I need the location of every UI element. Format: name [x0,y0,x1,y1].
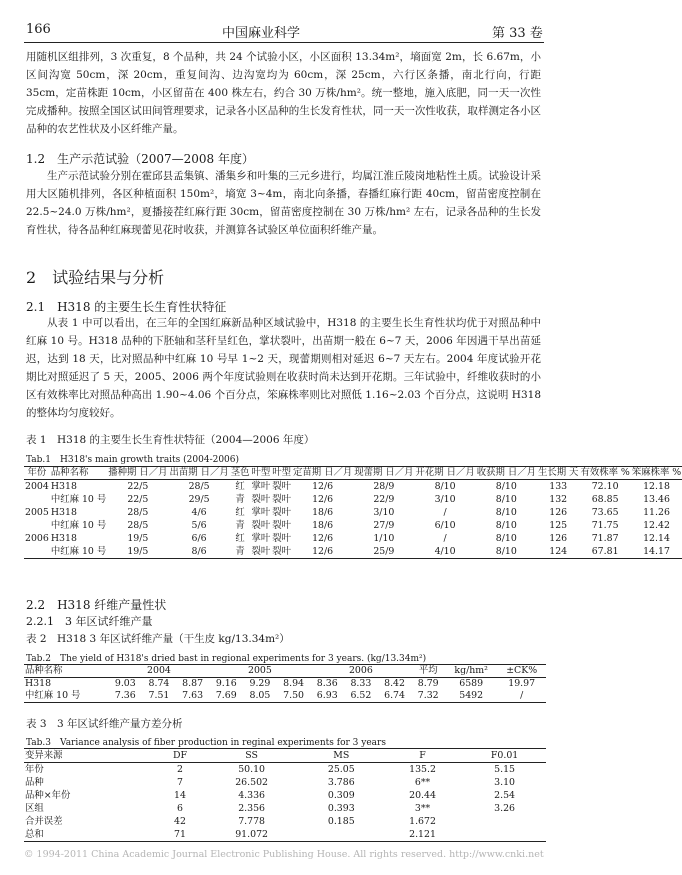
table3-caption-cn: 表 3 3 年区试纤维产量方差分析 [26,718,183,730]
table-cell: 71 [174,829,186,840]
table-cell: 12/6 [312,546,334,557]
table-cell: 8/10 [495,546,517,557]
table3-header: MS [333,750,350,761]
table1-header: 年份 [27,467,47,478]
table-cell: 红 [235,481,245,492]
table-row [24,506,682,519]
table-cell: 8.87 [182,678,204,689]
table-cell: 73.65 [591,507,619,518]
copyright-watermark: © 1994-2011 China Academic Journal Electronic Publishing House. All rights reserved. http://www.cnki.net [24,849,544,860]
table-cell: H318 [25,678,52,689]
table-cell: 6** [414,777,431,788]
table-cell: 0.393 [327,803,355,814]
table-cell: 青 [235,520,245,531]
table-row [24,763,546,777]
table-cell: 年份 [25,764,44,775]
table-cell: 9.29 [249,678,271,689]
table-cell: 2004 [25,481,49,492]
table1-caption-en: Tab.1 H318's main growth traits (2004-2006) [26,455,240,465]
table3-header: SS [245,750,258,761]
table-cell: 7.32 [417,690,439,701]
table-cell: 132 [549,494,568,505]
table1-header: 茎色 [230,467,250,478]
table1-header: 生长期 天 [537,467,579,478]
table2-caption-en: Tab.2 The yield of H318's dried bast in regional experiments for 3 years. (kg/13.34m²) [26,654,427,664]
table-cell: 中红麻 10 号 [50,494,107,505]
table-cell: 1.672 [409,816,436,827]
table-row [24,532,682,545]
table-cell: 掌叶 [251,481,271,492]
table-cell: 22/9 [373,494,395,505]
table-cell: 3** [414,803,431,814]
section-2-2-1-heading: 2.2.1 3 年区试纤维产量 [26,615,153,628]
table-cell: 4.336 [238,790,266,801]
table-cell: 5.15 [494,764,516,775]
table-cell: 区组 [25,803,44,814]
table-cell: 124 [549,546,568,557]
table-cell: H318 [50,533,77,544]
table3 [24,748,546,842]
table-cell: 品种 [25,777,44,788]
table-cell: 裂叶 [272,533,292,544]
table-cell: 裂叶 [251,546,271,557]
table2 [24,664,546,703]
table-cell: / [443,507,447,518]
table-cell: 9.16 [215,678,237,689]
table-cell: 3.10 [494,777,516,788]
table-row [24,802,546,815]
table-cell: 2.356 [238,803,266,814]
table-cell: 19/5 [127,546,149,557]
table-cell: 18/6 [312,507,334,518]
table-cell: 8/6 [191,546,207,557]
table-row [24,828,546,842]
table-cell: 133 [549,481,568,492]
table-cell: 0.185 [327,816,355,827]
table-cell: 8/10 [495,533,517,544]
table3-header: 变异来源 [25,750,63,761]
section-1-2-heading: 1.2 生产示范试验（2007—2008 年度） [26,152,254,166]
section-2-1-heading: 2.1 H318 的主要生长生育性状特征 [26,300,227,314]
table-cell: 22/5 [127,494,149,505]
table-cell: 0.309 [327,790,355,801]
table-row [24,776,546,789]
table-cell: 裂叶 [272,507,292,518]
table-row [24,519,682,532]
table-cell: 42 [174,816,186,827]
header-rule [24,42,544,43]
table-cell: 5492 [459,690,484,701]
table-cell: 25/9 [373,546,395,557]
table-cell: 8.36 [316,678,338,689]
table1-header: 定苗期 日／月 [293,467,353,478]
table-cell: 中红麻 10 号 [50,520,107,531]
table-cell: 7.51 [148,690,170,701]
table-cell: 12/6 [312,481,334,492]
table-cell: 13.46 [643,494,670,505]
table-cell: / [443,533,447,544]
table-cell: 青 [235,546,245,557]
table-cell: 掌叶 [251,533,271,544]
table2-header: 2006 [348,665,373,676]
table-cell: 7.50 [283,690,305,701]
table1-caption-cn: 表 1 H318 的主要生长生育性状特征（2004—2006 年度） [26,434,315,446]
table-cell: 2005 [25,507,49,518]
table-cell: 135.2 [409,764,436,775]
table1 [24,466,682,559]
table3-header: F0.01 [490,750,519,761]
table-cell [301,828,382,842]
page-number: 166 [26,22,51,37]
table-cell: 中红麻 10 号 [50,546,107,557]
table-row [24,815,546,828]
table-cell [24,519,50,532]
table-cell [24,493,50,506]
table-cell: 裂叶 [251,494,271,505]
table-cell: 6/6 [191,533,207,544]
volume-label: 第 33 卷 [492,26,543,41]
table-cell: 2 [177,764,183,775]
table3-header: F [419,750,426,761]
table-cell: 29/5 [188,494,210,505]
table-cell: 总和 [25,829,44,840]
table-cell: 裂叶 [272,520,292,531]
table-cell: 19.97 [508,678,536,689]
table1-header: 有效株率 % [580,467,630,478]
table-cell: 8/10 [495,494,517,505]
table-cell: 8/10 [495,520,517,531]
table-cell: H318 [50,481,77,492]
table-cell: 6.52 [350,690,372,701]
table-row [24,493,682,506]
table-cell: 12.14 [643,533,670,544]
table-cell: 8.79 [417,678,439,689]
table-cell: 18/6 [312,520,334,531]
table-cell: 2.121 [409,829,436,840]
table-cell: 5/6 [191,520,207,531]
table-row [24,545,682,559]
table-cell: 12/6 [312,533,334,544]
table-cell: 7 [177,777,183,788]
table-cell: 合并误差 [25,816,63,827]
table-cell [463,828,546,842]
table-cell: 6.74 [384,690,405,701]
table-cell: 28/9 [373,481,395,492]
table-cell: 8/10 [495,481,517,492]
table-cell: 28/5 [127,507,149,518]
table-cell: 2.54 [494,790,516,801]
table-row [24,789,546,802]
table-cell: 12/6 [312,494,334,505]
table-cell: 6/10 [434,520,456,531]
table2-header: ±CK% [506,665,538,676]
table-cell: 28/5 [188,481,210,492]
table1-header: 出苗期 日／月 [169,467,229,478]
table-cell: 28/5 [127,520,149,531]
table2-header: 品种名称 [25,665,63,676]
table-cell: 4/6 [191,507,207,518]
table-cell: 1/10 [373,533,395,544]
table-cell: 中红麻 10 号 [25,690,81,701]
paragraph-results: 从表 1 中可以看出，在三年的全国红麻新品种区域试验中，H318 的主要生长生育性状均优于对照品种中红麻 10 号。H318 品种的下胚轴和茎秆呈红色，掌状裂叶，出苗期一般在 6~7 天，2006 年因遇干旱出苗延迟，达到 18 天，比对照品种中红麻 10 号早 1~2 天，现蕾期则相对延迟 6~7 天左右。2004 年度试验开花期比对照延迟了 5 天，2005、2006 两个年度试验则在收获时尚未达到开花期。三年试验中，纤维收获时的小区有效株率比对照品种高出 1.90~4.06 个百分点，笨麻株率则比对照低 1.16~2.03 个百分点，这说明 H318 的整体均匀度较好。 [26,317,541,419]
section-2-heading: 2 试验结果与分析 [26,268,165,287]
table2-header: 平均 [418,665,438,676]
table3-header: DF [172,750,188,761]
table-cell: 12.18 [643,481,670,492]
table-cell: 12.42 [643,520,670,531]
table-row [24,690,546,703]
table2-header: 2005 [247,665,272,676]
table-cell: 3/10 [373,507,395,518]
table1-header: 品种名称 [50,467,89,478]
table2-caption-cn: 表 2 H318 3 年区试纤维产量（干生皮 kg/13.34m²） [26,633,290,645]
table1-header: 收获期 日／月 [476,467,536,478]
table-row [24,678,546,691]
table-row [24,480,682,494]
table-cell: H318 [50,507,77,518]
table-cell: 6.93 [316,690,338,701]
table-cell: 25.05 [327,764,355,775]
table-cell: / [520,690,524,701]
table-cell: 8.74 [148,678,170,689]
table-cell: 126 [549,533,568,544]
table-cell: 14 [174,790,186,801]
table-cell [24,545,50,559]
table1-header: 叶型 [251,467,271,478]
table-cell: 青 [235,494,245,505]
table-cell: 裂叶 [251,520,271,531]
table-cell: 19/5 [127,533,149,544]
table-cell: 7.36 [114,690,136,701]
table-cell: 红 [235,533,245,544]
table-cell: 7.63 [182,690,204,701]
table-cell: 6589 [459,678,484,689]
table-cell: 品种×年份 [25,790,71,801]
table-cell: 3.786 [327,777,355,788]
table-cell: 7.778 [238,816,266,827]
table-cell: 8/10 [434,481,456,492]
table1-header: 开花期 日／月 [415,467,475,478]
table-cell: 71.87 [591,533,619,544]
table-cell: 8.05 [249,690,271,701]
table-cell: 掌叶 [251,507,271,518]
table3-caption-en: Tab.3 Variance analysis of fiber production in reginal experiments for 3 years [26,738,386,748]
table-cell: 91.072 [235,829,269,840]
table-cell: 裂叶 [272,481,292,492]
paragraph-method: 用随机区组排列，3 次重复，8 个品种，共 24 个试验小区，小区面积 13.34m²，墒面宽 2m，长 6.67m，小区间沟宽 50cm，深 20cm，重复间沟、边沟宽均为 60cm，深 25cm，六行区条播，南北行向，行距 35cm，定苗株距 10cm，小区留苗在 400 株左右，约合 30 万株/hm²。统一整地，施入底肥，同一天一次性完成播种。按照全国区试田间管理要求，记录各小区品种的生长发育性状，同一天一次性收获，取样测定各小区品种的农艺性状及小区纤维产量。 [26,51,541,135]
table-cell: 裂叶 [272,546,292,557]
table-cell: 8.33 [350,678,372,689]
table1-header: 现蕾期 日／月 [354,467,414,478]
table-cell: 22/5 [127,481,149,492]
table1-header: 播种期 日／月 [108,467,168,478]
table-cell: 20.44 [409,790,436,801]
table-cell: 4/10 [434,546,456,557]
table-cell: 68.85 [591,494,619,505]
table-cell: 3.26 [494,803,516,814]
table-cell: 125 [549,520,568,531]
table-cell: 8.94 [283,678,305,689]
table1-header: 笨麻株率 % [631,467,682,478]
table-cell: 6 [177,803,183,814]
table-cell: 26.502 [235,777,269,788]
table1-header: 叶型 [272,467,292,478]
table-cell [463,815,546,828]
table-cell: 7.69 [215,690,237,701]
table-cell: 裂叶 [272,494,292,505]
page-header [0,0,567,44]
paragraph-demonstration: 生产示范试验分别在霍邱县孟集镇、潘集乡和叶集的三元乡进行，均属江淮丘陵岗地粘性土质。试验设计采用大区随机排列，各区种植面积 150m²，墒宽 3~4m，南北向条播，春播红麻行距 40cm，留苗密度控制在 22.5~24.0 万株/hm²，夏播接茬红麻行距 30cm，留苗密度控制在 30 万株/hm² 左右，记录各品种的生长发育性状，待各品种红麻现蕾见花时收获，并测算各试验区单位面积纤维产量。 [26,170,541,236]
table-cell: 71.75 [591,520,619,531]
table-cell: 67.81 [591,546,619,557]
table-cell: 50.10 [238,764,266,775]
journal-title: 中国麻业科学 [222,26,301,41]
table2-header: 2004 [147,665,171,676]
table-cell: 9.03 [114,678,136,689]
table-cell: 27/9 [373,520,395,531]
table-cell: 11.26 [643,507,670,518]
table-cell: 72.10 [591,481,619,492]
table-cell: 2006 [25,533,49,544]
table-cell: 8/10 [495,507,517,518]
table-cell: 8.42 [384,678,405,689]
table-cell: 126 [549,507,568,518]
table2-header: kg/hm² [454,665,488,676]
table-cell: 3/10 [434,494,456,505]
table-cell: 红 [235,507,245,518]
table-cell: 14.17 [643,546,670,557]
section-2-2-heading: 2.2 H318 纤维产量性状 [26,598,167,612]
